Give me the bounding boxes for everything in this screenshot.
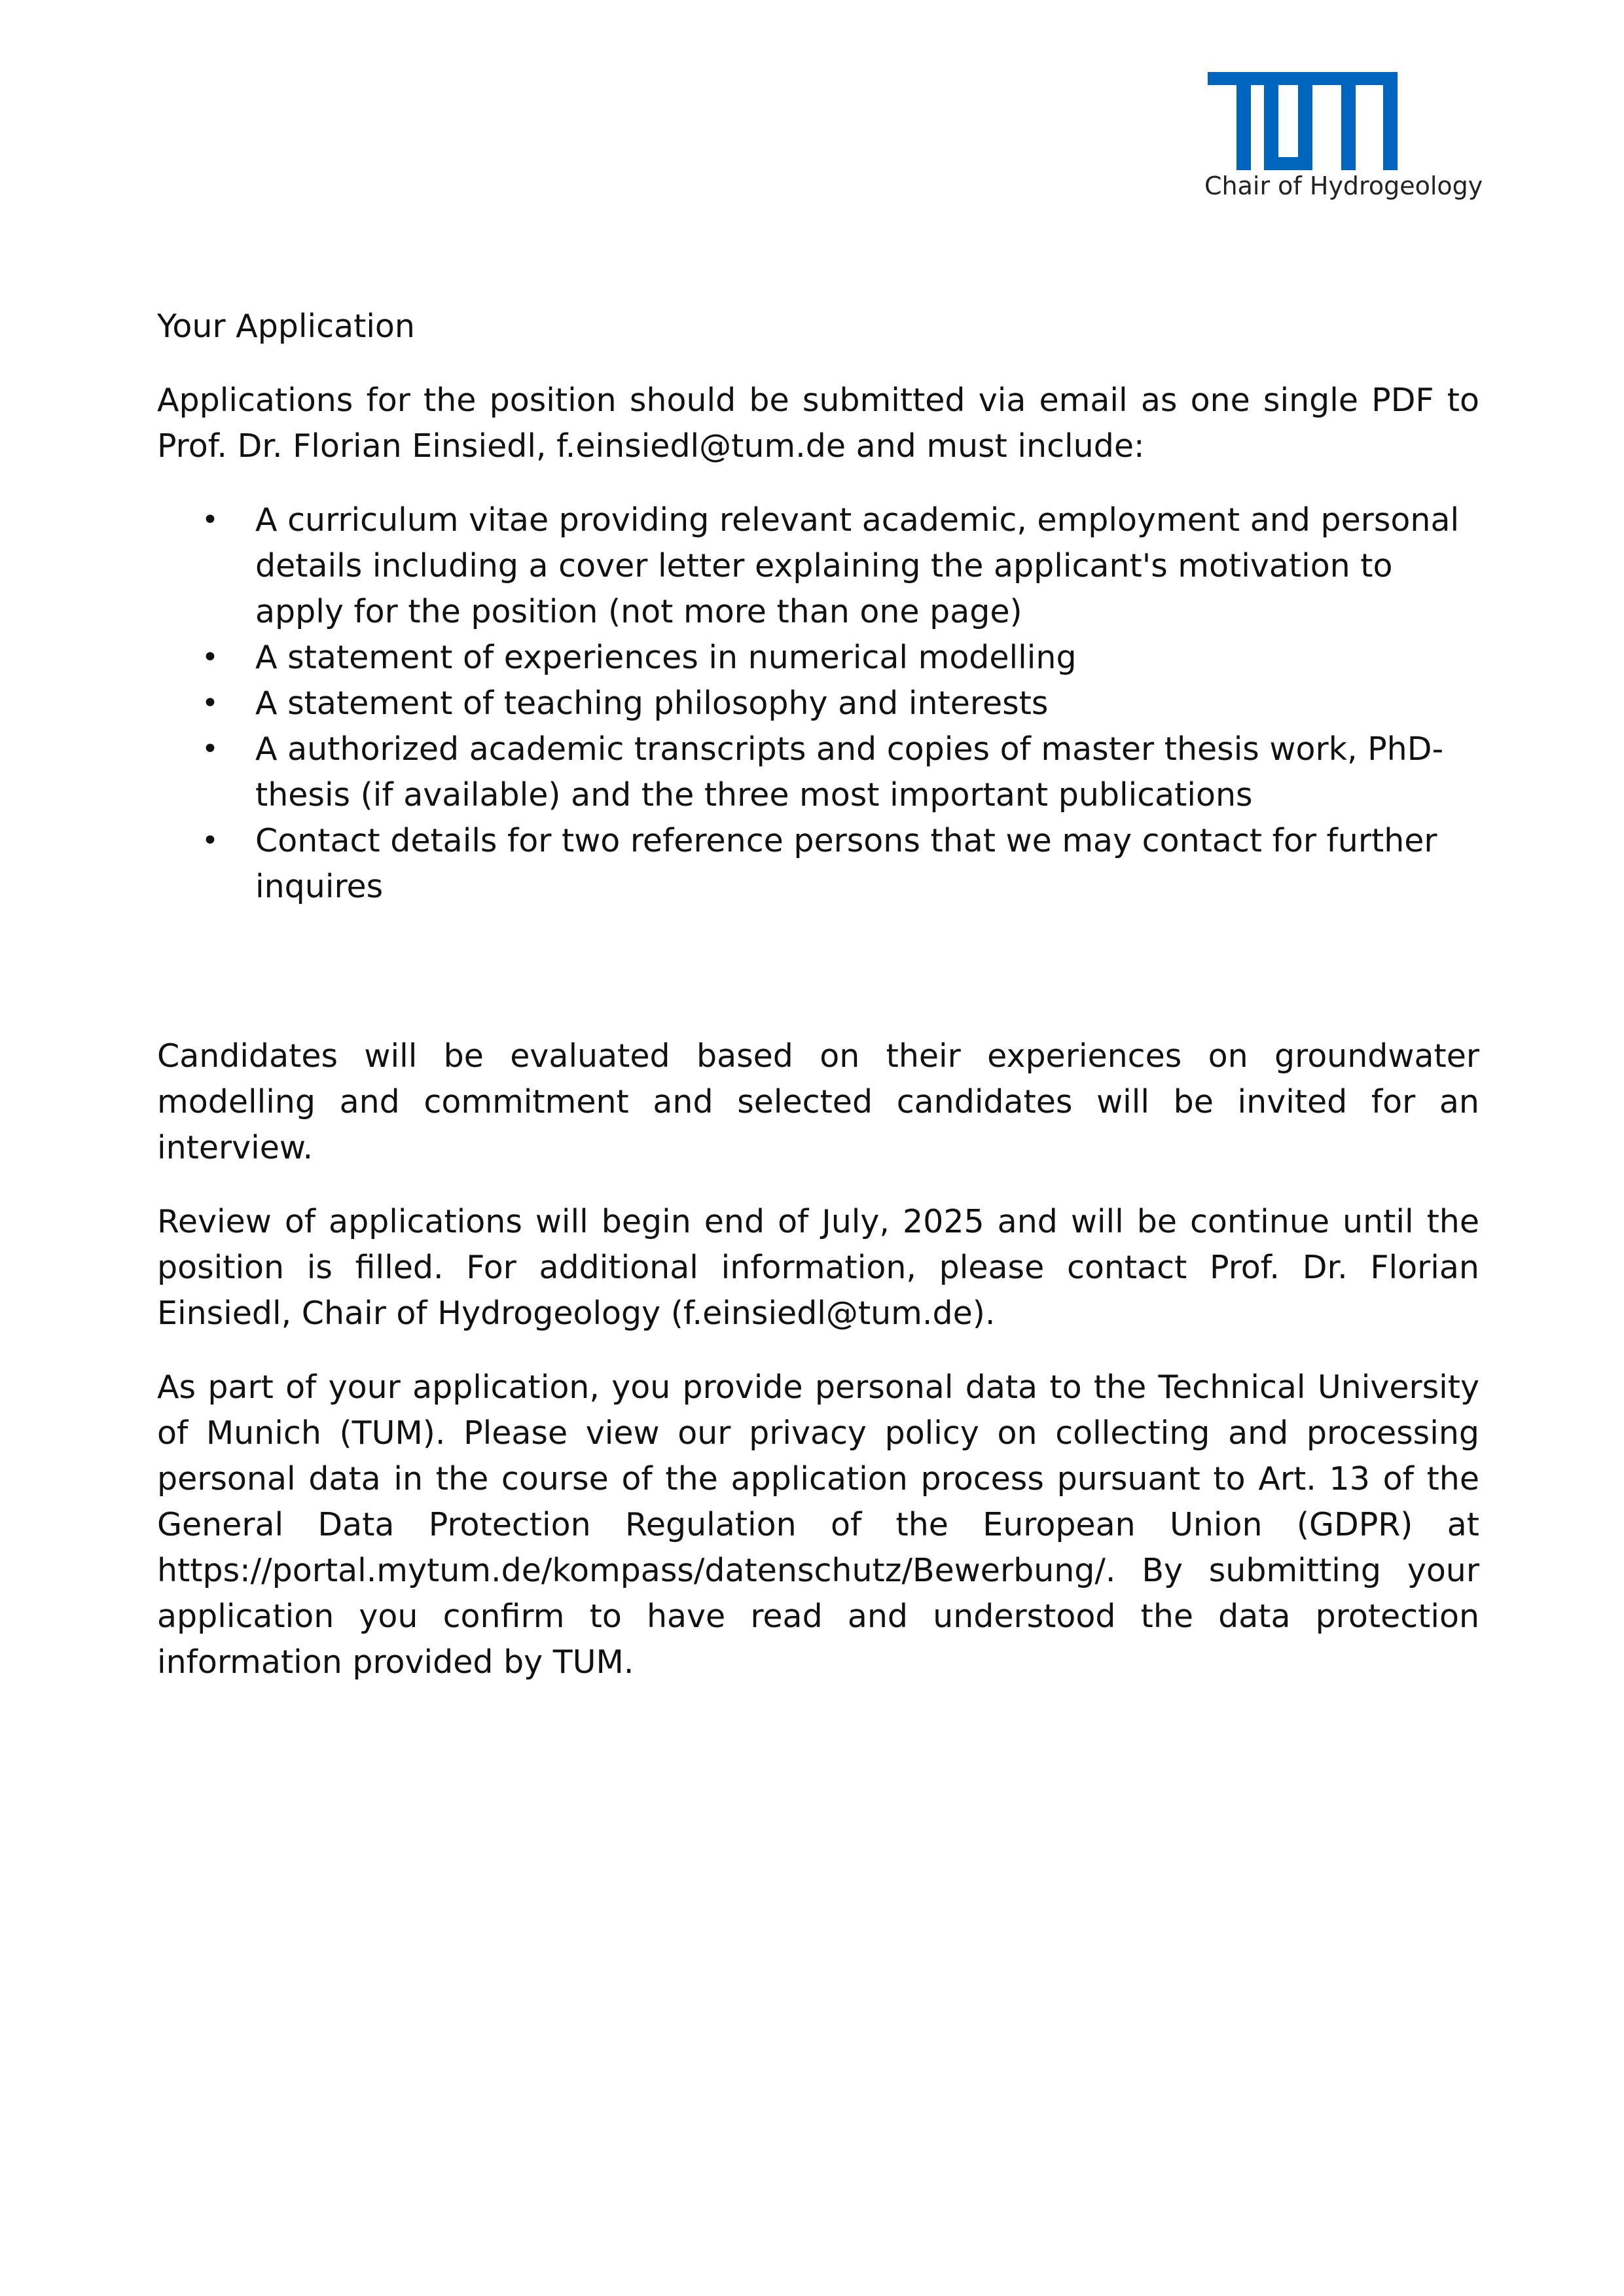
list-item-text: A curriculum vitae providing relevant academic, employment and personal details including a cover letter explaining the applicant's motivation to apply for the position (not more than one page) <box>255 501 1460 630</box>
list-item <box>157 818 1479 910</box>
bullet-icon: • <box>202 732 219 766</box>
bullet-icon: • <box>202 824 219 857</box>
section-heading: Your Application <box>157 308 415 345</box>
list-item <box>157 635 1479 681</box>
tum-logo-mark <box>1208 72 1398 170</box>
list-item <box>157 726 1479 818</box>
tum-logo <box>1208 72 1398 170</box>
vertical-spacer <box>157 938 1479 1033</box>
list-item-text: Contact details for two reference persons that we may contact for further inquires <box>255 822 1437 905</box>
intro-paragraph: Applications for the position should be submitted via email as one single PDF to Prof. Dr. Florian Einsiedl, f.einsiedl@tum.de and must include: <box>157 382 1479 465</box>
chair-subtitle: Chair of Hydrogeology <box>1204 171 1483 200</box>
review-paragraph: Review of applications will begin end of July, 2025 and will be continue until the position is filled. For additional information, please contact Prof. Dr. Florian Einsiedl, Chair of Hydrogeology (f.einsiedl@tum.de). <box>157 1203 1479 1332</box>
document-body <box>157 304 1479 1713</box>
list-item <box>157 681 1479 726</box>
bullet-icon: • <box>202 641 219 674</box>
bullet-icon: • <box>202 503 219 537</box>
list-item-text: A statement of experiences in numerical modelling <box>255 639 1077 676</box>
requirements-list <box>157 497 1479 910</box>
header-logo-block <box>1198 72 1486 209</box>
list-item-text: A authorized academic transcripts and copies of master thesis work, PhD-thesis (if available) and the three most important publications <box>255 730 1444 814</box>
list-item <box>157 497 1479 635</box>
evaluation-paragraph: Candidates will be evaluated based on their experiences on groundwater modelling and commitment and selected candidates will be invited for an interview. <box>157 1037 1479 1166</box>
privacy-paragraph: As part of your application, you provide personal data to the Technical University of Munich (TUM). Please view our privacy policy on collecting and processing personal data in the course of the application process pursuant to Art. 13 of the General Data Protection Regulation of the European Union (GDPR) at https://portal.mytum.de/kompass/datenschutz/Bewerbung/. By submitting your application you confirm to have read and understood the data protection information provided by TUM. <box>157 1369 1479 1681</box>
bullet-icon: • <box>202 687 219 720</box>
list-item-text: A statement of teaching philosophy and interests <box>255 685 1049 722</box>
